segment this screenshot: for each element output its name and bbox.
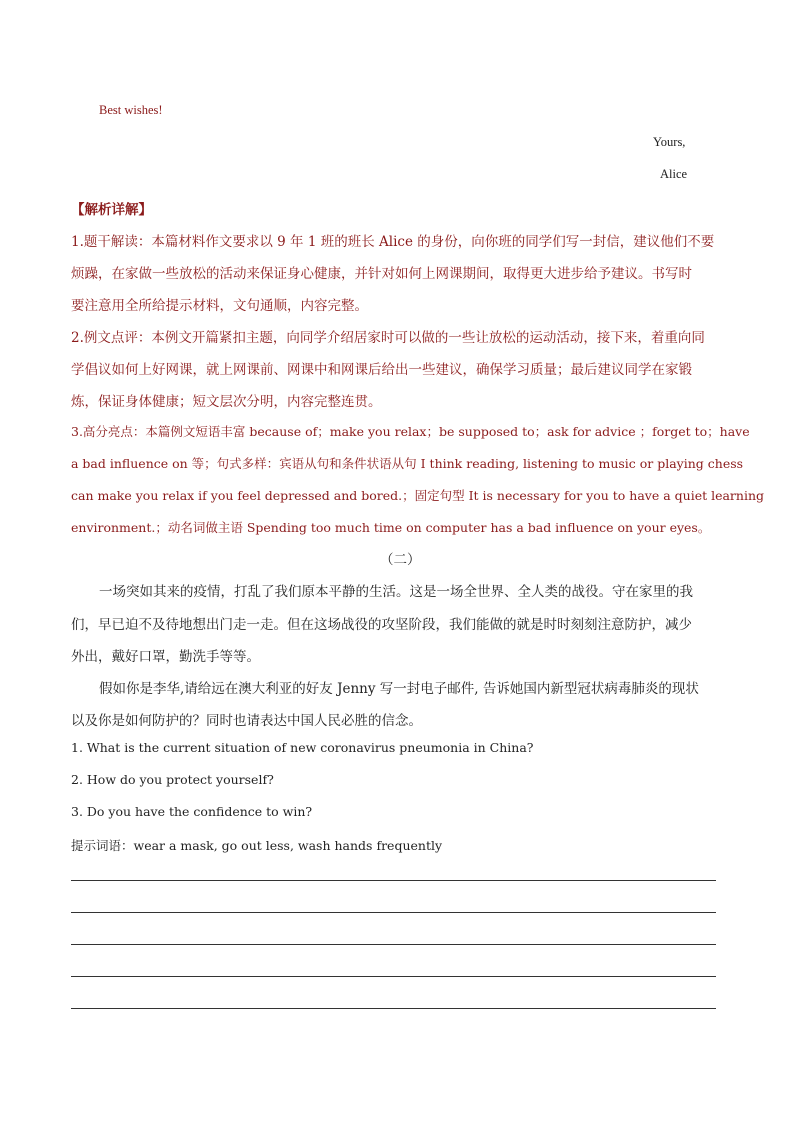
letter-closing: Best wishes! bbox=[99, 103, 163, 117]
question-item: 1. What is the current situation of new coronavirus pneumonia in China? bbox=[71, 740, 534, 755]
analysis-heading: 【解析详解】 bbox=[71, 202, 152, 218]
question-item: 3. Do you have the confidence to win? bbox=[71, 804, 313, 819]
analysis-p3-line: a bad influence on 等；句式多样：宾语从句和条件状语从句 I think reading, listening to music or playing chess bbox=[71, 456, 744, 471]
intro-line: 们，早已迫不及待地想出门走一走。但在这场战役的攻坚阶段，我们能做的就是时时刻刻注意防护，减少 bbox=[71, 617, 692, 633]
section-title: （二） bbox=[380, 552, 421, 568]
analysis-p3-line: environment.；动名词做主语 Spending too much time on computer has a bad influence on your eyes。 bbox=[71, 520, 711, 535]
intro-line: 外出，戴好口罩，勤洗手等等。 bbox=[71, 649, 260, 665]
answer-line[interactable] bbox=[71, 944, 716, 945]
analysis-p1-line: 烦躁，在家做一些放松的活动来保证身心健康，并针对如何上网课期间，取得更大进步给予建议。书写时 bbox=[71, 266, 692, 282]
analysis-p1-line: 要注意用全所给提示材料，文句通顺，内容完整。 bbox=[71, 298, 368, 314]
answer-line[interactable] bbox=[71, 976, 716, 977]
task-line: 假如你是李华,请给远在澳大利亚的好友 Jenny 写一封电子邮件, 告诉她国内新型冠状病毒肺炎的现状 bbox=[99, 681, 699, 697]
analysis-p3-line: can make you relax if you feel depressed and bored.；固定句型 It is necessary for you to have a quiet learning bbox=[71, 488, 765, 503]
analysis-p3-line: 3.高分亮点：本篇例文短语丰富 because of；make you relax；be supposed to；ask for advice ；forget to；have bbox=[71, 424, 750, 439]
question-item: 2. How do you protect yourself? bbox=[71, 772, 274, 787]
analysis-p2-line: 学倡议如何上好网课，就上网课前、网课中和网课后给出一些建议，确保学习质量；最后建议同学在家锻 bbox=[71, 362, 692, 378]
analysis-p2-line: 2.例文点评：本例文开篇紧扣主题，向同学介绍居家时可以做的一些让放松的运动活动，接下来，着重向同 bbox=[71, 330, 705, 346]
answer-line[interactable] bbox=[71, 1008, 716, 1009]
hint-words: 提示词语：wear a mask, go out less, wash hands frequently bbox=[71, 838, 443, 853]
answer-line[interactable] bbox=[71, 912, 716, 913]
intro-line: 一场突如其来的疫情，打乱了我们原本平静的生活。这是一场全世界、全人类的战役。守在家里的我 bbox=[99, 584, 693, 600]
analysis-p2-line: 炼，保证身体健康；短文层次分明，内容完整连贯。 bbox=[71, 394, 382, 410]
analysis-p1-line: 1.题干解读：本篇材料作文要求以 9 年 1 班的班长 Alice 的身份，向你班的同学们写一封信，建议他们不要 bbox=[71, 234, 715, 250]
letter-signoff: Yours, bbox=[653, 135, 686, 149]
letter-name: Alice bbox=[660, 167, 688, 181]
answer-line[interactable] bbox=[71, 880, 716, 881]
task-line: 以及你是如何防护的？同时也请表达中国人民必胜的信念。 bbox=[71, 713, 422, 729]
